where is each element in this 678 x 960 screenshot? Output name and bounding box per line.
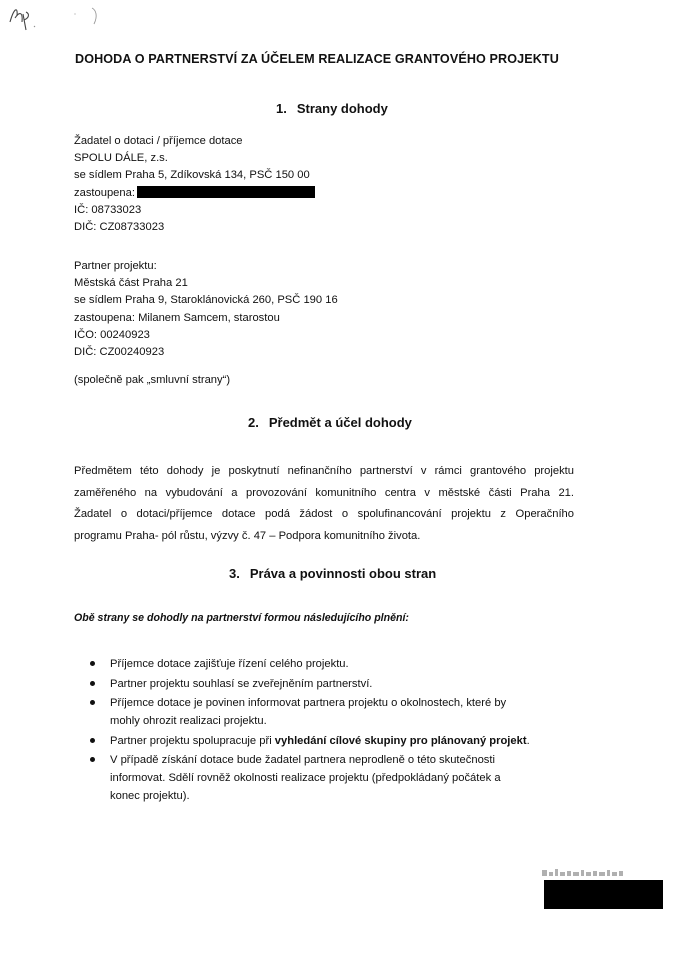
partner-ico: IČO: 00240923 (74, 328, 150, 341)
partner-name: Městská část Praha 21 (74, 277, 188, 290)
applicant-representative-label: zastoupena: (74, 186, 135, 199)
applicant-dic: DIČ: CZ08733023 (74, 221, 165, 234)
bullet-icon (90, 757, 95, 762)
section-3-intro: Obě strany se dohodly na partnerství formou následujícího plnění: (74, 612, 409, 624)
list-item-text: Příjemce dotace je povinen informovat partnera projektu o okolnostech, které by (110, 697, 507, 710)
list-item (90, 694, 560, 730)
section-2-heading (248, 415, 412, 430)
section-3-heading (229, 566, 436, 581)
applicant-line: Žadatel o dotaci / příjemce dotace (74, 135, 243, 147)
redaction-box (137, 186, 315, 198)
list-item (90, 751, 560, 805)
section-3-number: 3. (229, 566, 240, 581)
partner-address: se sídlem Praha 9, Staroklánovická 260, PSČ 190 16 (74, 294, 338, 307)
bullet-icon (90, 681, 95, 686)
section-1-number: 1. (276, 101, 287, 116)
bullet-icon (90, 661, 95, 666)
applicant-ic: IČ: 08733023 (74, 203, 142, 216)
list-item-text: Příjemce dotace zajišťuje řízení celého projektu. (110, 658, 349, 670)
signature-redaction-box (544, 880, 663, 909)
list-item-text-end: . (526, 734, 530, 747)
applicant-representative (74, 185, 315, 202)
paragraph-line: programu Praha- pól růstu, výzvy č. 47 – Podpora komunitního života. (74, 529, 421, 542)
section-2-number: 2. (248, 415, 259, 430)
list-item-text-start: Partner projektu spolupracuje při (110, 734, 275, 747)
list-item-text: Partner projektu souhlasí se zveřejněním partnerství. (110, 677, 373, 690)
parties-note: (společně pak „smluvní strany“) (74, 374, 231, 386)
bullet-icon (90, 700, 95, 705)
section-2-title: Předmět a účel dohody (268, 415, 412, 430)
list-item (90, 655, 560, 673)
applicant-address: se sídlem Praha 5, Zdíkovská 134, PSČ 150 00 (74, 169, 310, 182)
applicant-block (74, 133, 315, 236)
list-item-text: konec projektu). (110, 790, 190, 803)
list-item (90, 732, 560, 750)
obligations-list (90, 655, 560, 807)
list-item-text (110, 732, 560, 750)
partner-block (74, 258, 338, 361)
section-3-title: Práva a povinnosti obou stran (249, 566, 437, 581)
faded-signature-mark (540, 866, 640, 880)
section-1-title: Strany dohody (296, 101, 388, 116)
partner-representative: zastoupena: Milanem Samcem, starostou (74, 311, 280, 324)
partner-dic: DIČ: CZ00240923 (74, 346, 165, 359)
paragraph-line: Žadatel o dotaci/příjemce dotace podá žádost o spolufinancování projektu z Operačního (74, 508, 574, 521)
list-item-text: V případě získání dotace bude žadatel partnera neprodleně o této skutečnosti (110, 754, 495, 767)
paragraph-line: zaměřeného na vybudování a provozování komunitního centra v městské části Praha 21. (74, 486, 574, 499)
list-item (90, 675, 560, 693)
list-item-emphasis: vyhledání cílové skupiny pro plánovaný projekt (274, 734, 527, 747)
section-1-heading (276, 101, 388, 116)
handwritten-mark (4, 2, 114, 36)
paragraph-line: Předmětem této dohody je poskytnutí nefinančního partnerství v rámci grantového projektu (74, 465, 574, 477)
section-2-paragraph (74, 461, 574, 547)
applicant-name: SPOLU DÁLE, z.s. (74, 152, 168, 165)
partner-line: Partner projektu: (74, 260, 157, 272)
document-title: DOHODA O PARTNERSTVÍ ZA ÚČELEM REALIZACE GRANTOVÉHO PROJEKTU (75, 52, 559, 66)
list-item-text: mohly ohrozit realizaci projektu. (110, 715, 267, 728)
list-item-text: informovat. Sdělí rovněž okolnosti realizace projektu (předpokládaný počátek a (110, 772, 501, 785)
bullet-icon (90, 738, 95, 743)
